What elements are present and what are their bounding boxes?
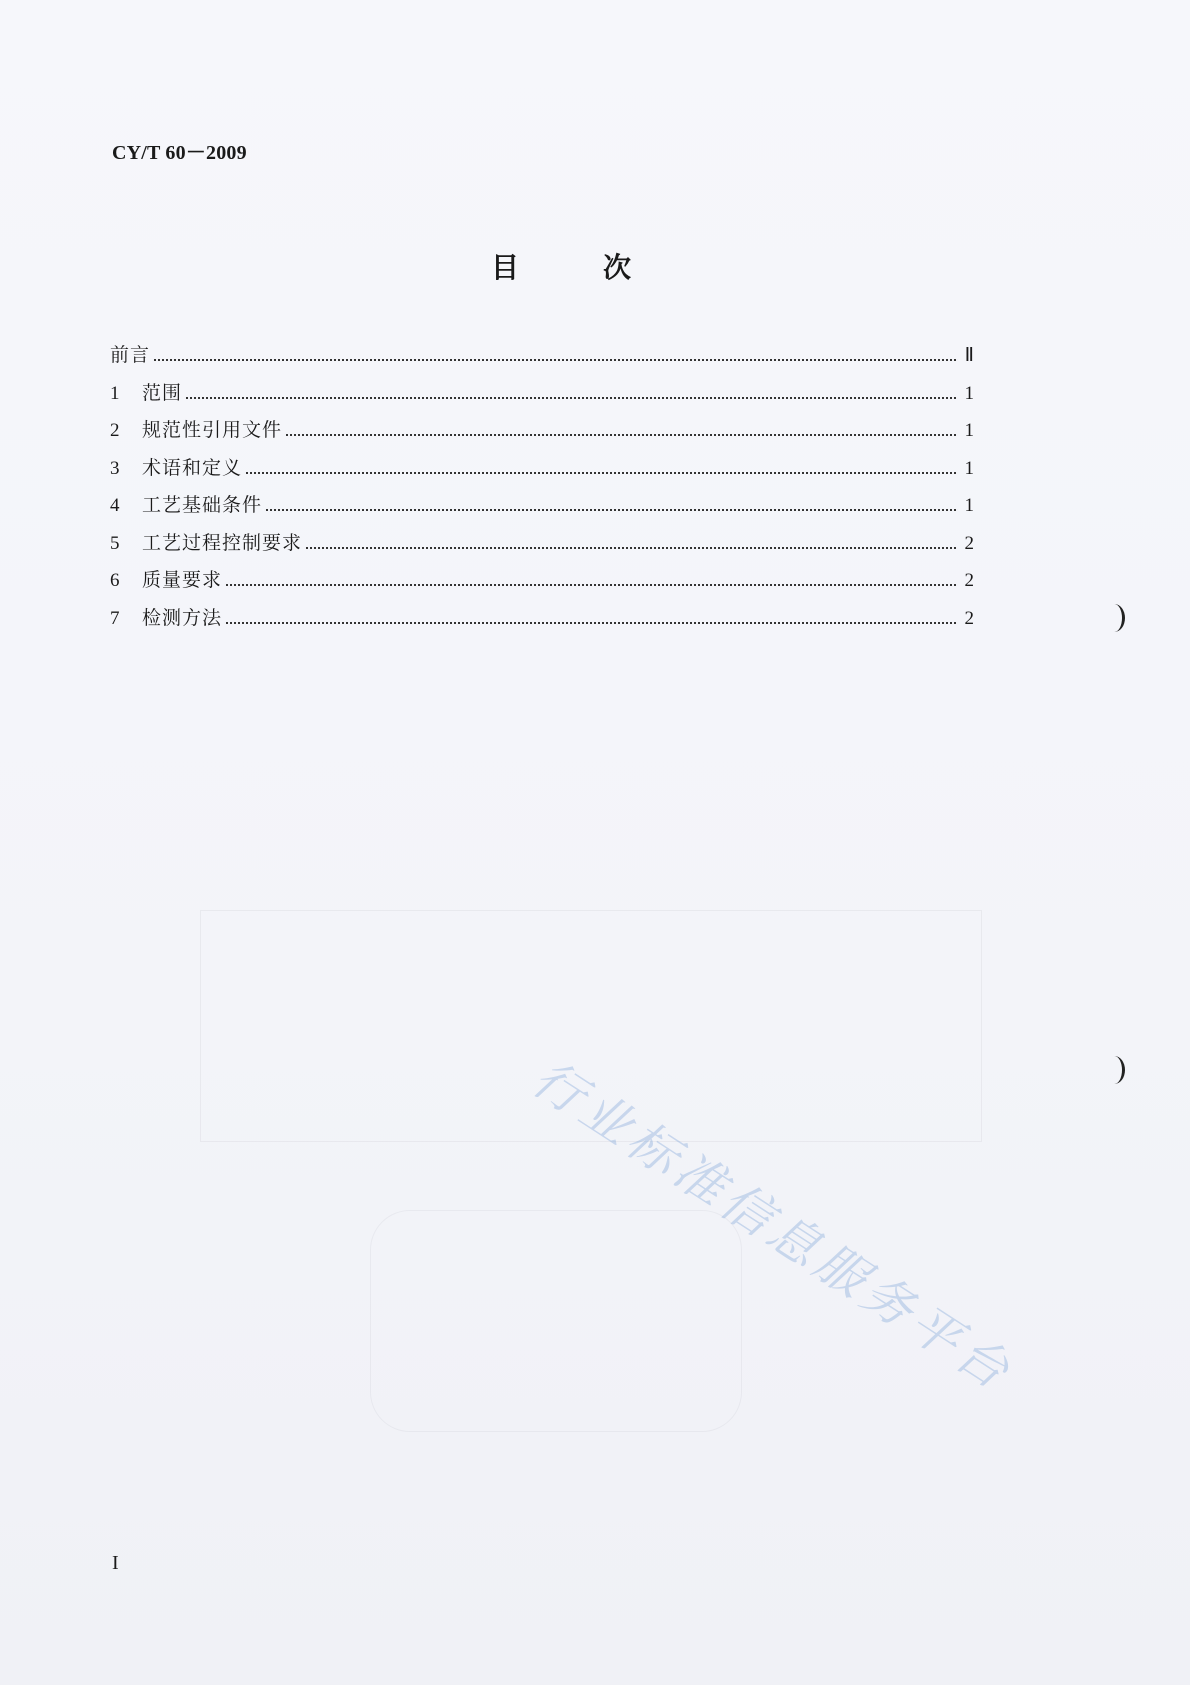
toc-leader-dots: [246, 472, 956, 474]
toc-leader-dots: [266, 509, 956, 511]
toc-page-number: 2: [964, 532, 974, 554]
page-title: 目 次: [490, 251, 659, 284]
toc-number: 7: [110, 607, 120, 629]
toc-label: 检测方法: [142, 606, 223, 629]
toc-label: 前言: [110, 344, 151, 366]
toc-number: 2: [110, 420, 120, 441]
toc-page-number: 2: [964, 607, 974, 629]
toc-page-number: 1: [964, 382, 974, 404]
toc-number: 1: [110, 382, 120, 404]
table-of-contents: [110, 340, 974, 640]
toc-leader-dots: [226, 584, 956, 586]
toc-page-number: 1: [964, 457, 974, 479]
toc-entry-process-basics[interactable]: [110, 490, 974, 528]
punch-hole-icon: [1104, 604, 1125, 632]
toc-entry-foreword[interactable]: [110, 340, 974, 378]
page-number: I: [112, 1552, 119, 1574]
toc-leader-dots: [306, 547, 956, 549]
toc-leader-dots: [226, 622, 956, 624]
toc-page-number: 2: [964, 570, 974, 591]
toc-label: 术语和定义: [142, 456, 243, 479]
toc-label: 规范性引用文件: [142, 419, 283, 441]
toc-entry-scope[interactable]: [110, 378, 974, 416]
toc-number: 5: [110, 532, 120, 554]
standard-code: CY/T 60－2009: [112, 142, 247, 164]
toc-label: 范围: [142, 381, 183, 404]
toc-label: 工艺过程控制要求: [142, 531, 303, 554]
toc-entry-normative-references[interactable]: [110, 415, 974, 453]
toc-leader-dots: [186, 397, 956, 399]
toc-leader-dots: [286, 434, 956, 436]
toc-number: 4: [110, 495, 120, 516]
toc-page-number: Ⅱ: [964, 345, 974, 366]
toc-entry-process-control[interactable]: [110, 528, 974, 566]
toc-label: 质量要求: [142, 569, 223, 591]
toc-page-number: 1: [964, 495, 974, 516]
toc-entry-quality[interactable]: [110, 565, 974, 603]
toc-label: 工艺基础条件: [142, 494, 263, 516]
toc-entry-test-methods[interactable]: [110, 603, 974, 641]
toc-page-number: 1: [964, 420, 974, 441]
toc-leader-dots: [154, 359, 956, 361]
toc-number: 3: [110, 457, 120, 479]
watermark-text: 行业标准信息服务平台: [522, 1049, 1024, 1403]
toc-number: 6: [110, 570, 120, 591]
punch-hole-icon: [1104, 1056, 1125, 1084]
toc-entry-terms[interactable]: [110, 453, 974, 491]
